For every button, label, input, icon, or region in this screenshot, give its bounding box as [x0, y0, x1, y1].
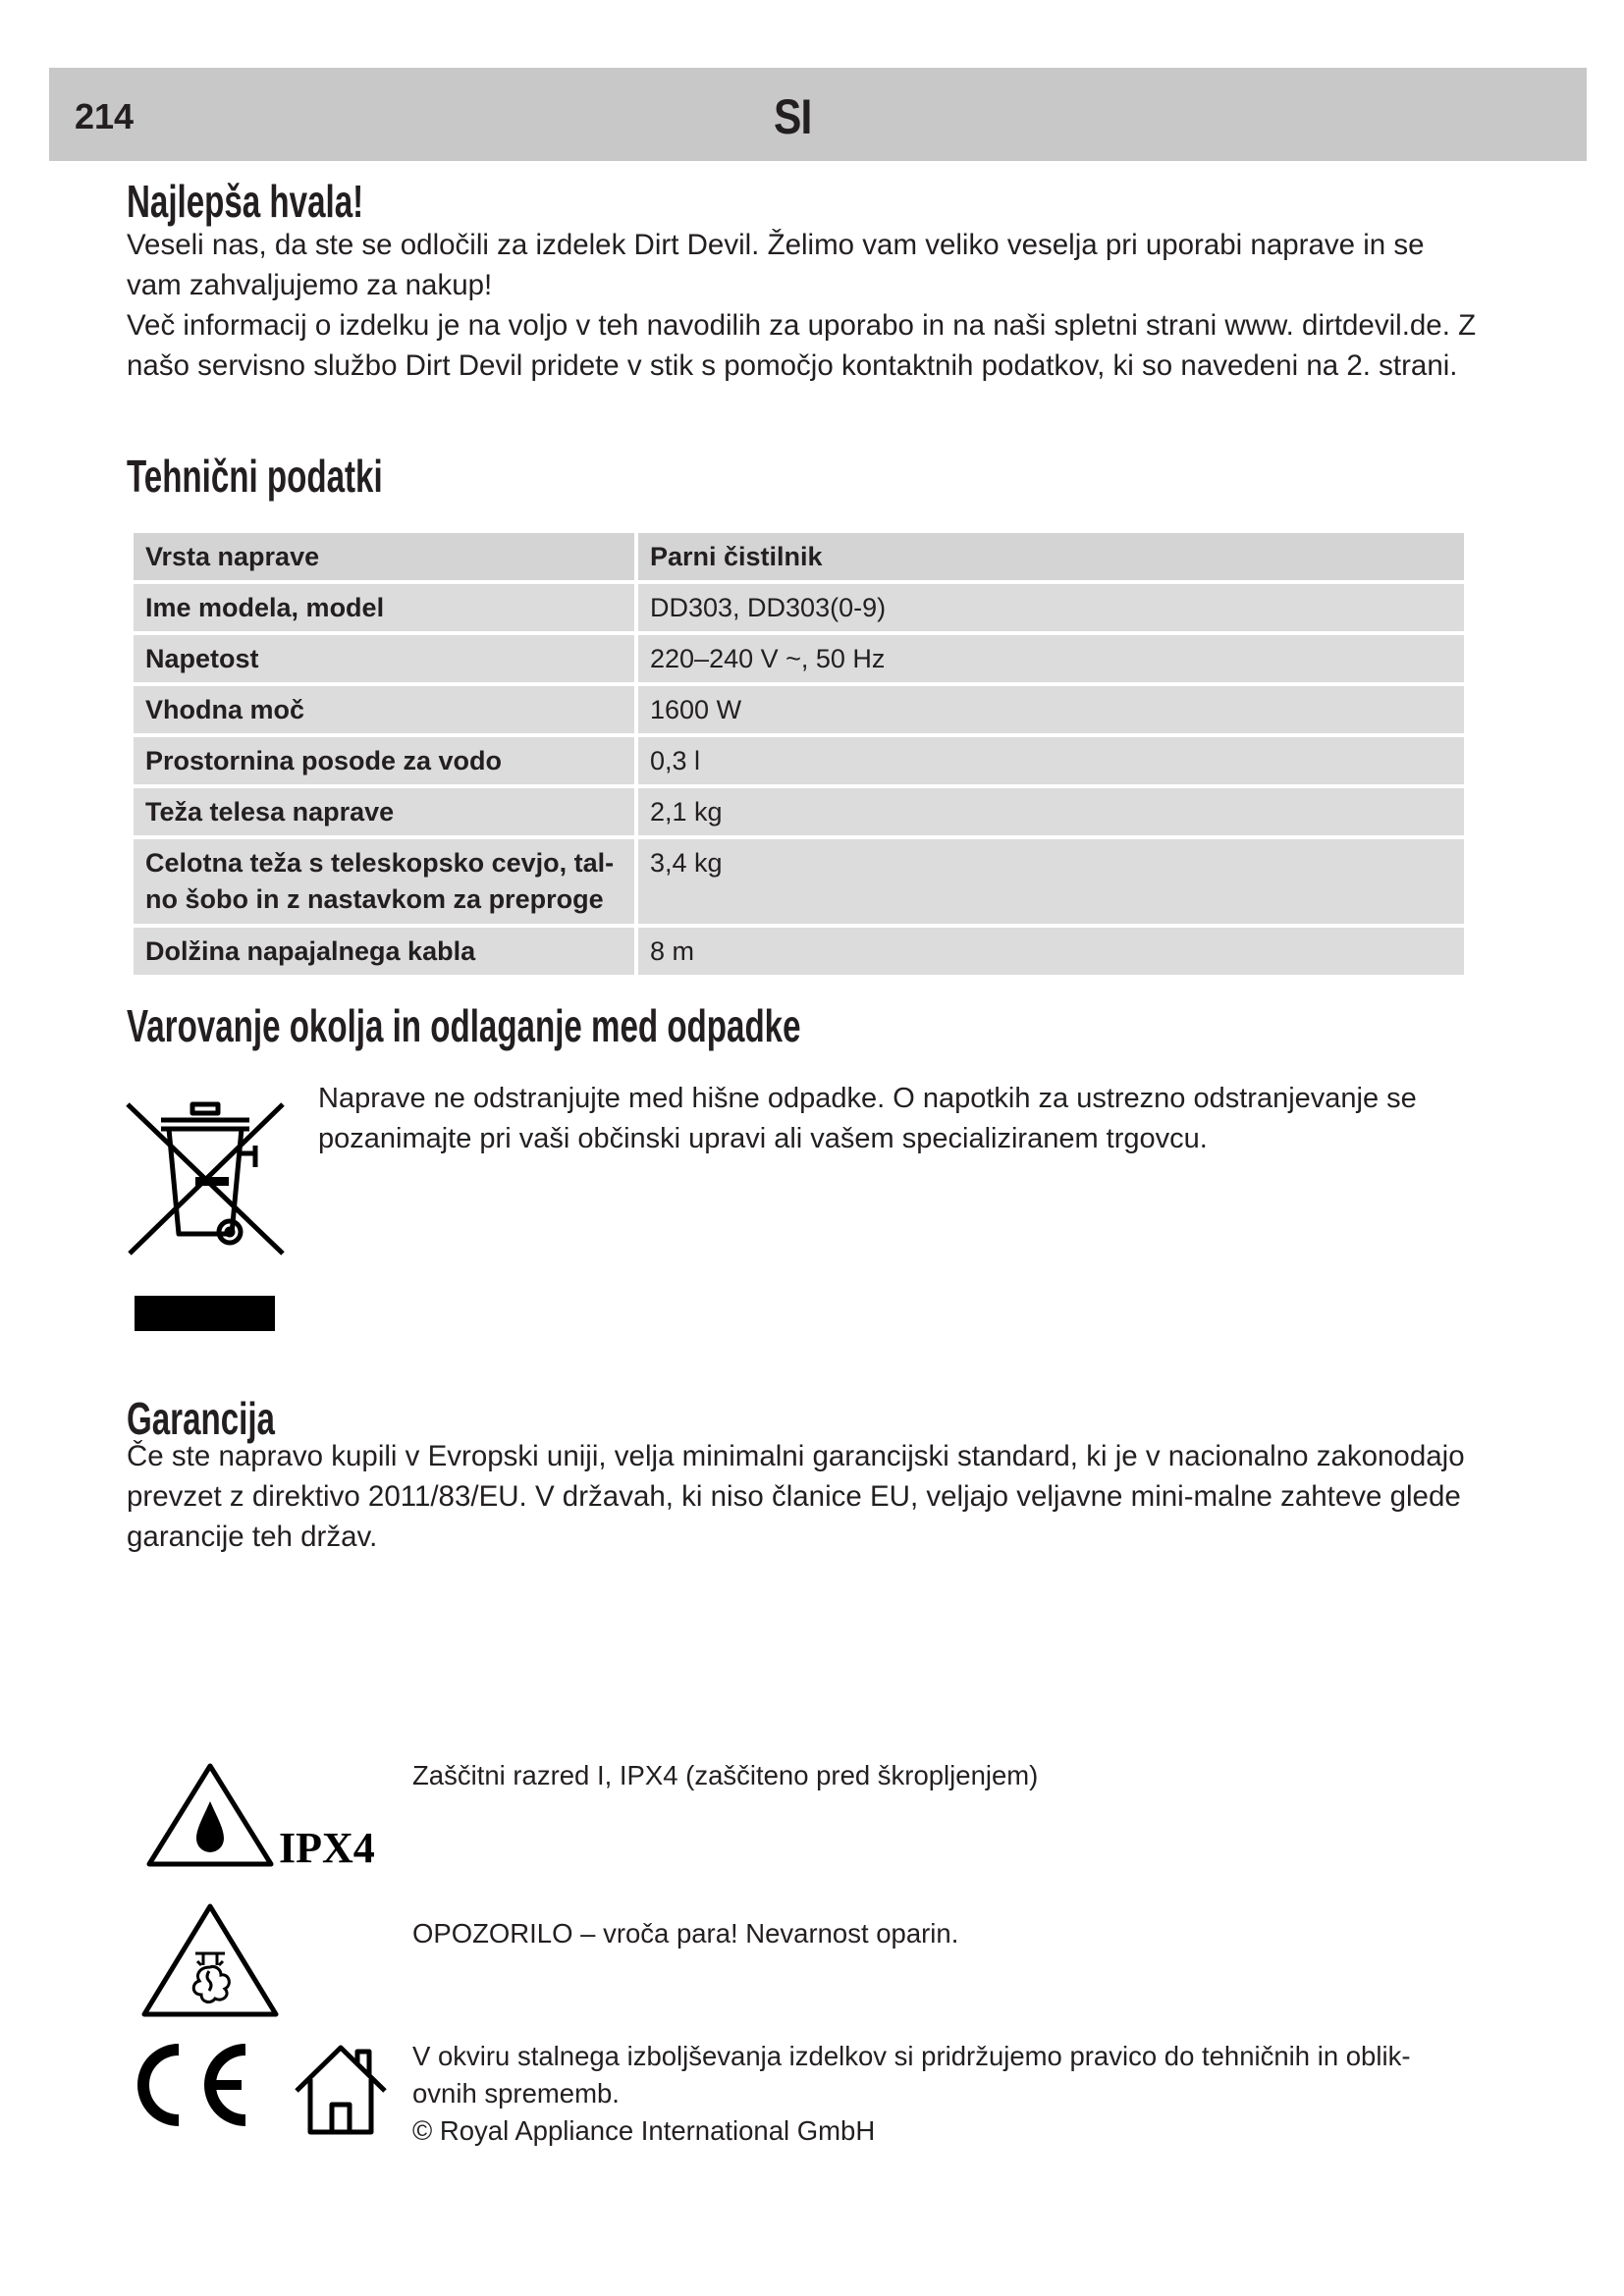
table-row	[134, 839, 1464, 924]
spec-value: 3,4 kg	[638, 839, 1464, 924]
technical-heading: Tehnični podatki	[127, 451, 383, 502]
table-row	[134, 533, 1464, 580]
spec-value: Parni čistilnik	[638, 533, 1464, 580]
ipx4-label: IPX4	[279, 1824, 375, 1872]
crossed-out-bin-icon	[122, 1096, 289, 1263]
spec-label: Prostornina posode za vodo	[134, 737, 634, 784]
warranty-text: Če ste napravo kupili v Evropski uniji, velja minimalni garancijski standard, ki je v nacionalno zakonodajo prevzet z direktivo 2011/83/EU. V državah, ki niso članice EU, veljajo veljavne mini-malne zahteve glede garancije teh držav.	[127, 1440, 1465, 1553]
thanks-paragraph-2: Več informacij o izdelku je na voljo v teh navodilih za uporabo in na naši spletni strani www. dirtdevil.de. Z našo servisno službo Dirt Devil pridete v stik s pomočjo kontaktnih podatkov, ki so navedeni na 2. strani.	[127, 309, 1477, 382]
table-row	[134, 928, 1464, 975]
spec-label: Celotna teža s teleskopsko cevjo, tal-no šobo in z nastavkom za preproge	[134, 839, 634, 924]
indoor-use-house-icon	[293, 2042, 389, 2136]
table-row	[134, 737, 1464, 784]
page-header-bar	[49, 68, 1587, 161]
hot-steam-warning-icon	[140, 1902, 280, 2020]
thanks-heading: Najlepša hvala!	[127, 176, 364, 227]
ipx4-splash-protection-icon	[145, 1762, 275, 1870]
table-row	[134, 788, 1464, 835]
table-row	[134, 635, 1464, 682]
spec-value: 220–240 V ~, 50 Hz	[638, 635, 1464, 682]
spec-label: Ime modela, model	[134, 584, 634, 631]
spec-value: DD303, DD303(0-9)	[638, 584, 1464, 631]
spec-value: 0,3 l	[638, 737, 1464, 784]
ce-mark-icon	[130, 2036, 257, 2134]
spec-label: Vrsta naprave	[134, 533, 634, 580]
spec-label: Dolžina napajalnega kabla	[134, 928, 634, 975]
environment-text: Naprave ne odstranjujte med hišne odpadke. O napotkih za ustrezno odstranjevanje se pozanimajte pri vaši občinski upravi ali vašem specializiranem trgovcu.	[318, 1083, 1417, 1154]
technical-data-table	[130, 529, 1468, 979]
table-row	[134, 686, 1464, 733]
copyright-text: © Royal Appliance International GmbH	[412, 2115, 876, 2146]
language-code: SI	[774, 89, 812, 144]
spec-value: 2,1 kg	[638, 788, 1464, 835]
protection-class-text: Zaščitni razred I, IPX4 (zaščiteno pred škropljenjem)	[412, 1760, 1039, 1790]
hot-steam-warning-text: OPOZORILO – vroča para! Nevarnost oparin.	[412, 1918, 959, 1949]
spec-label: Teža telesa naprave	[134, 788, 634, 835]
table-row	[134, 584, 1464, 631]
spec-label: Napetost	[134, 635, 634, 682]
design-changes-text: V okviru stalnega izboljševanja izdelkov si pridržujemo pravico do tehničnih in oblik-ovnih sprememb.	[412, 2041, 1411, 2109]
environment-heading: Varovanje okolja in odlaganje med odpadke	[127, 1000, 801, 1051]
spec-value: 1600 W	[638, 686, 1464, 733]
page-number: 214	[75, 96, 135, 136]
spec-label: Vhodna moč	[134, 686, 634, 733]
weee-black-bar	[135, 1296, 275, 1331]
thanks-paragraph-1: Veseli nas, da ste se odločili za izdelek Dirt Devil. Želimo vam veliko veselja pri uporabi naprave in se vam zahvaljujemo za nakup!	[127, 229, 1425, 301]
spec-value: 8 m	[638, 928, 1464, 975]
warranty-heading: Garancija	[127, 1393, 275, 1444]
